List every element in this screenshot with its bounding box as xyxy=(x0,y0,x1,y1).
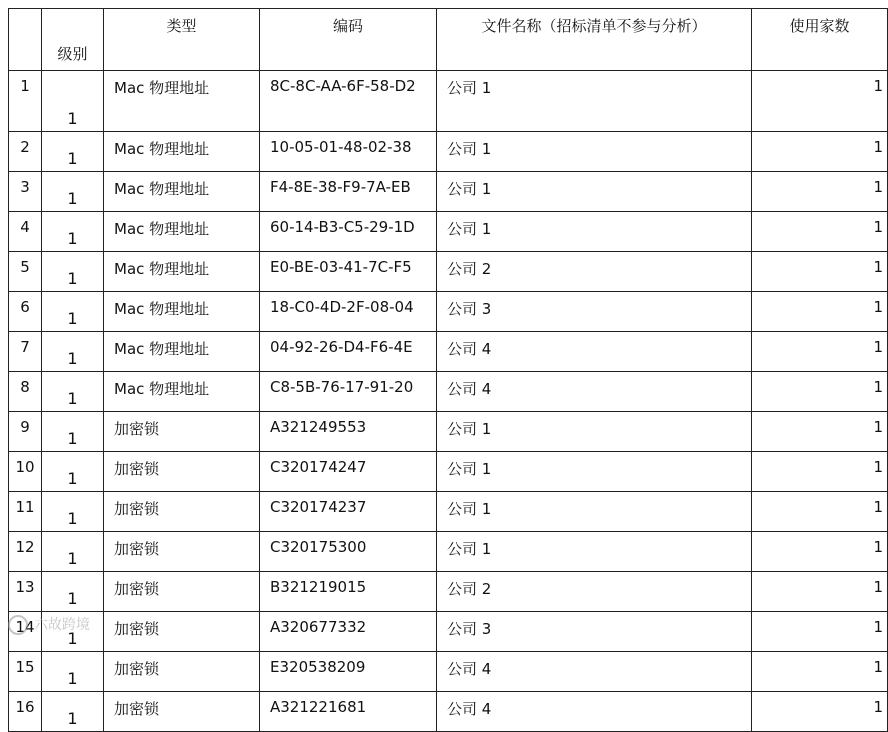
row-file: 公司 1 xyxy=(437,532,752,572)
table-row xyxy=(9,332,888,372)
row-count: 1 xyxy=(752,492,888,532)
row-file: 公司 2 xyxy=(437,572,752,612)
row-file: 公司 1 xyxy=(437,71,752,132)
table-row xyxy=(9,652,888,692)
table-row xyxy=(9,532,888,572)
row-code: E0-BE-03-41-7C-F5 xyxy=(260,252,437,292)
row-code: C320175300 xyxy=(260,532,437,572)
row-number: 13 xyxy=(9,572,42,612)
header-no xyxy=(9,9,42,71)
row-level: 1 xyxy=(42,692,104,732)
row-level: 1 xyxy=(42,292,104,332)
table-row xyxy=(9,132,888,172)
row-file: 公司 1 xyxy=(437,132,752,172)
row-number: 14 xyxy=(9,612,42,652)
row-level: 1 xyxy=(42,132,104,172)
header-file: 文件名称（招标清单不参与分析） xyxy=(437,9,752,71)
row-code: 60-14-B3-C5-29-1D xyxy=(260,212,437,252)
row-level: 1 xyxy=(42,172,104,212)
row-number: 11 xyxy=(9,492,42,532)
row-count: 1 xyxy=(752,332,888,372)
row-type: Mac 物理地址 xyxy=(104,172,260,212)
table-row xyxy=(9,71,888,132)
row-level: 1 xyxy=(42,652,104,692)
row-file: 公司 3 xyxy=(437,612,752,652)
row-count: 1 xyxy=(752,71,888,132)
row-count: 1 xyxy=(752,372,888,412)
row-file: 公司 1 xyxy=(437,492,752,532)
row-type: Mac 物理地址 xyxy=(104,292,260,332)
row-file: 公司 4 xyxy=(437,652,752,692)
row-code: F4-8E-38-F9-7A-EB xyxy=(260,172,437,212)
row-file: 公司 4 xyxy=(437,692,752,732)
row-count: 1 xyxy=(752,292,888,332)
row-type: Mac 物理地址 xyxy=(104,71,260,132)
table-row xyxy=(9,612,888,652)
row-level: 1 xyxy=(42,212,104,252)
row-code: C8-5B-76-17-91-20 xyxy=(260,372,437,412)
watermark xyxy=(8,614,90,635)
row-number: 1 xyxy=(9,71,42,132)
row-type: Mac 物理地址 xyxy=(104,332,260,372)
header-type: 类型 xyxy=(104,9,260,71)
watermark-text: 六故跨境 xyxy=(34,617,90,633)
row-number: 2 xyxy=(9,132,42,172)
row-count: 1 xyxy=(752,612,888,652)
row-type: 加密锁 xyxy=(104,612,260,652)
row-number: 16 xyxy=(9,692,42,732)
row-code: 04-92-26-D4-F6-4E xyxy=(260,332,437,372)
table-row xyxy=(9,252,888,292)
row-count: 1 xyxy=(752,652,888,692)
row-type: Mac 物理地址 xyxy=(104,212,260,252)
row-file: 公司 1 xyxy=(437,212,752,252)
row-code: A321221681 xyxy=(260,692,437,732)
row-count: 1 xyxy=(752,692,888,732)
row-number: 5 xyxy=(9,252,42,292)
table-row xyxy=(9,212,888,252)
watermark-logo-icon xyxy=(8,615,28,635)
row-count: 1 xyxy=(752,412,888,452)
row-level: 1 xyxy=(42,492,104,532)
row-file: 公司 1 xyxy=(437,452,752,492)
row-count: 1 xyxy=(752,452,888,492)
table-row xyxy=(9,372,888,412)
row-type: 加密锁 xyxy=(104,572,260,612)
row-type: Mac 物理地址 xyxy=(104,252,260,292)
row-file: 公司 4 xyxy=(437,372,752,412)
row-file: 公司 1 xyxy=(437,172,752,212)
row-count: 1 xyxy=(752,132,888,172)
row-code: A320677332 xyxy=(260,612,437,652)
row-level: 1 xyxy=(42,332,104,372)
row-type: Mac 物理地址 xyxy=(104,132,260,172)
row-level: 1 xyxy=(42,252,104,292)
row-level: 1 xyxy=(42,71,104,132)
header-count: 使用家数 xyxy=(752,9,888,71)
row-file: 公司 4 xyxy=(437,332,752,372)
table-row xyxy=(9,572,888,612)
row-type: Mac 物理地址 xyxy=(104,372,260,412)
row-code: B321219015 xyxy=(260,572,437,612)
row-number: 8 xyxy=(9,372,42,412)
row-type: 加密锁 xyxy=(104,492,260,532)
row-type: 加密锁 xyxy=(104,692,260,732)
row-level: 1 xyxy=(42,412,104,452)
row-level: 1 xyxy=(42,372,104,412)
row-code: E320538209 xyxy=(260,652,437,692)
header-level: 级别 xyxy=(42,9,104,71)
row-type: 加密锁 xyxy=(104,412,260,452)
row-level: 1 xyxy=(42,612,104,652)
row-number: 12 xyxy=(9,532,42,572)
table-row xyxy=(9,292,888,332)
row-file: 公司 2 xyxy=(437,252,752,292)
row-type: 加密锁 xyxy=(104,532,260,572)
row-number: 3 xyxy=(9,172,42,212)
header-row xyxy=(9,9,888,71)
row-number: 9 xyxy=(9,412,42,452)
row-level: 1 xyxy=(42,452,104,492)
row-number: 15 xyxy=(9,652,42,692)
row-code: A321249553 xyxy=(260,412,437,452)
row-count: 1 xyxy=(752,252,888,292)
row-code: 8C-8C-AA-6F-58-D2 xyxy=(260,71,437,132)
row-number: 6 xyxy=(9,292,42,332)
table-row xyxy=(9,692,888,732)
table-row xyxy=(9,172,888,212)
row-count: 1 xyxy=(752,172,888,212)
table-row xyxy=(9,452,888,492)
row-code: C320174247 xyxy=(260,452,437,492)
row-file: 公司 1 xyxy=(437,412,752,452)
results-table xyxy=(8,8,888,732)
table-body xyxy=(9,71,888,732)
row-code: 18-C0-4D-2F-08-04 xyxy=(260,292,437,332)
row-code: 10-05-01-48-02-38 xyxy=(260,132,437,172)
row-number: 7 xyxy=(9,332,42,372)
row-number: 10 xyxy=(9,452,42,492)
row-count: 1 xyxy=(752,572,888,612)
row-type: 加密锁 xyxy=(104,452,260,492)
row-number: 4 xyxy=(9,212,42,252)
header-code: 编码 xyxy=(260,9,437,71)
row-code: C320174237 xyxy=(260,492,437,532)
table-row xyxy=(9,492,888,532)
row-count: 1 xyxy=(752,212,888,252)
table-row xyxy=(9,412,888,452)
row-level: 1 xyxy=(42,532,104,572)
row-count: 1 xyxy=(752,532,888,572)
row-type: 加密锁 xyxy=(104,652,260,692)
row-file: 公司 3 xyxy=(437,292,752,332)
row-level: 1 xyxy=(42,572,104,612)
